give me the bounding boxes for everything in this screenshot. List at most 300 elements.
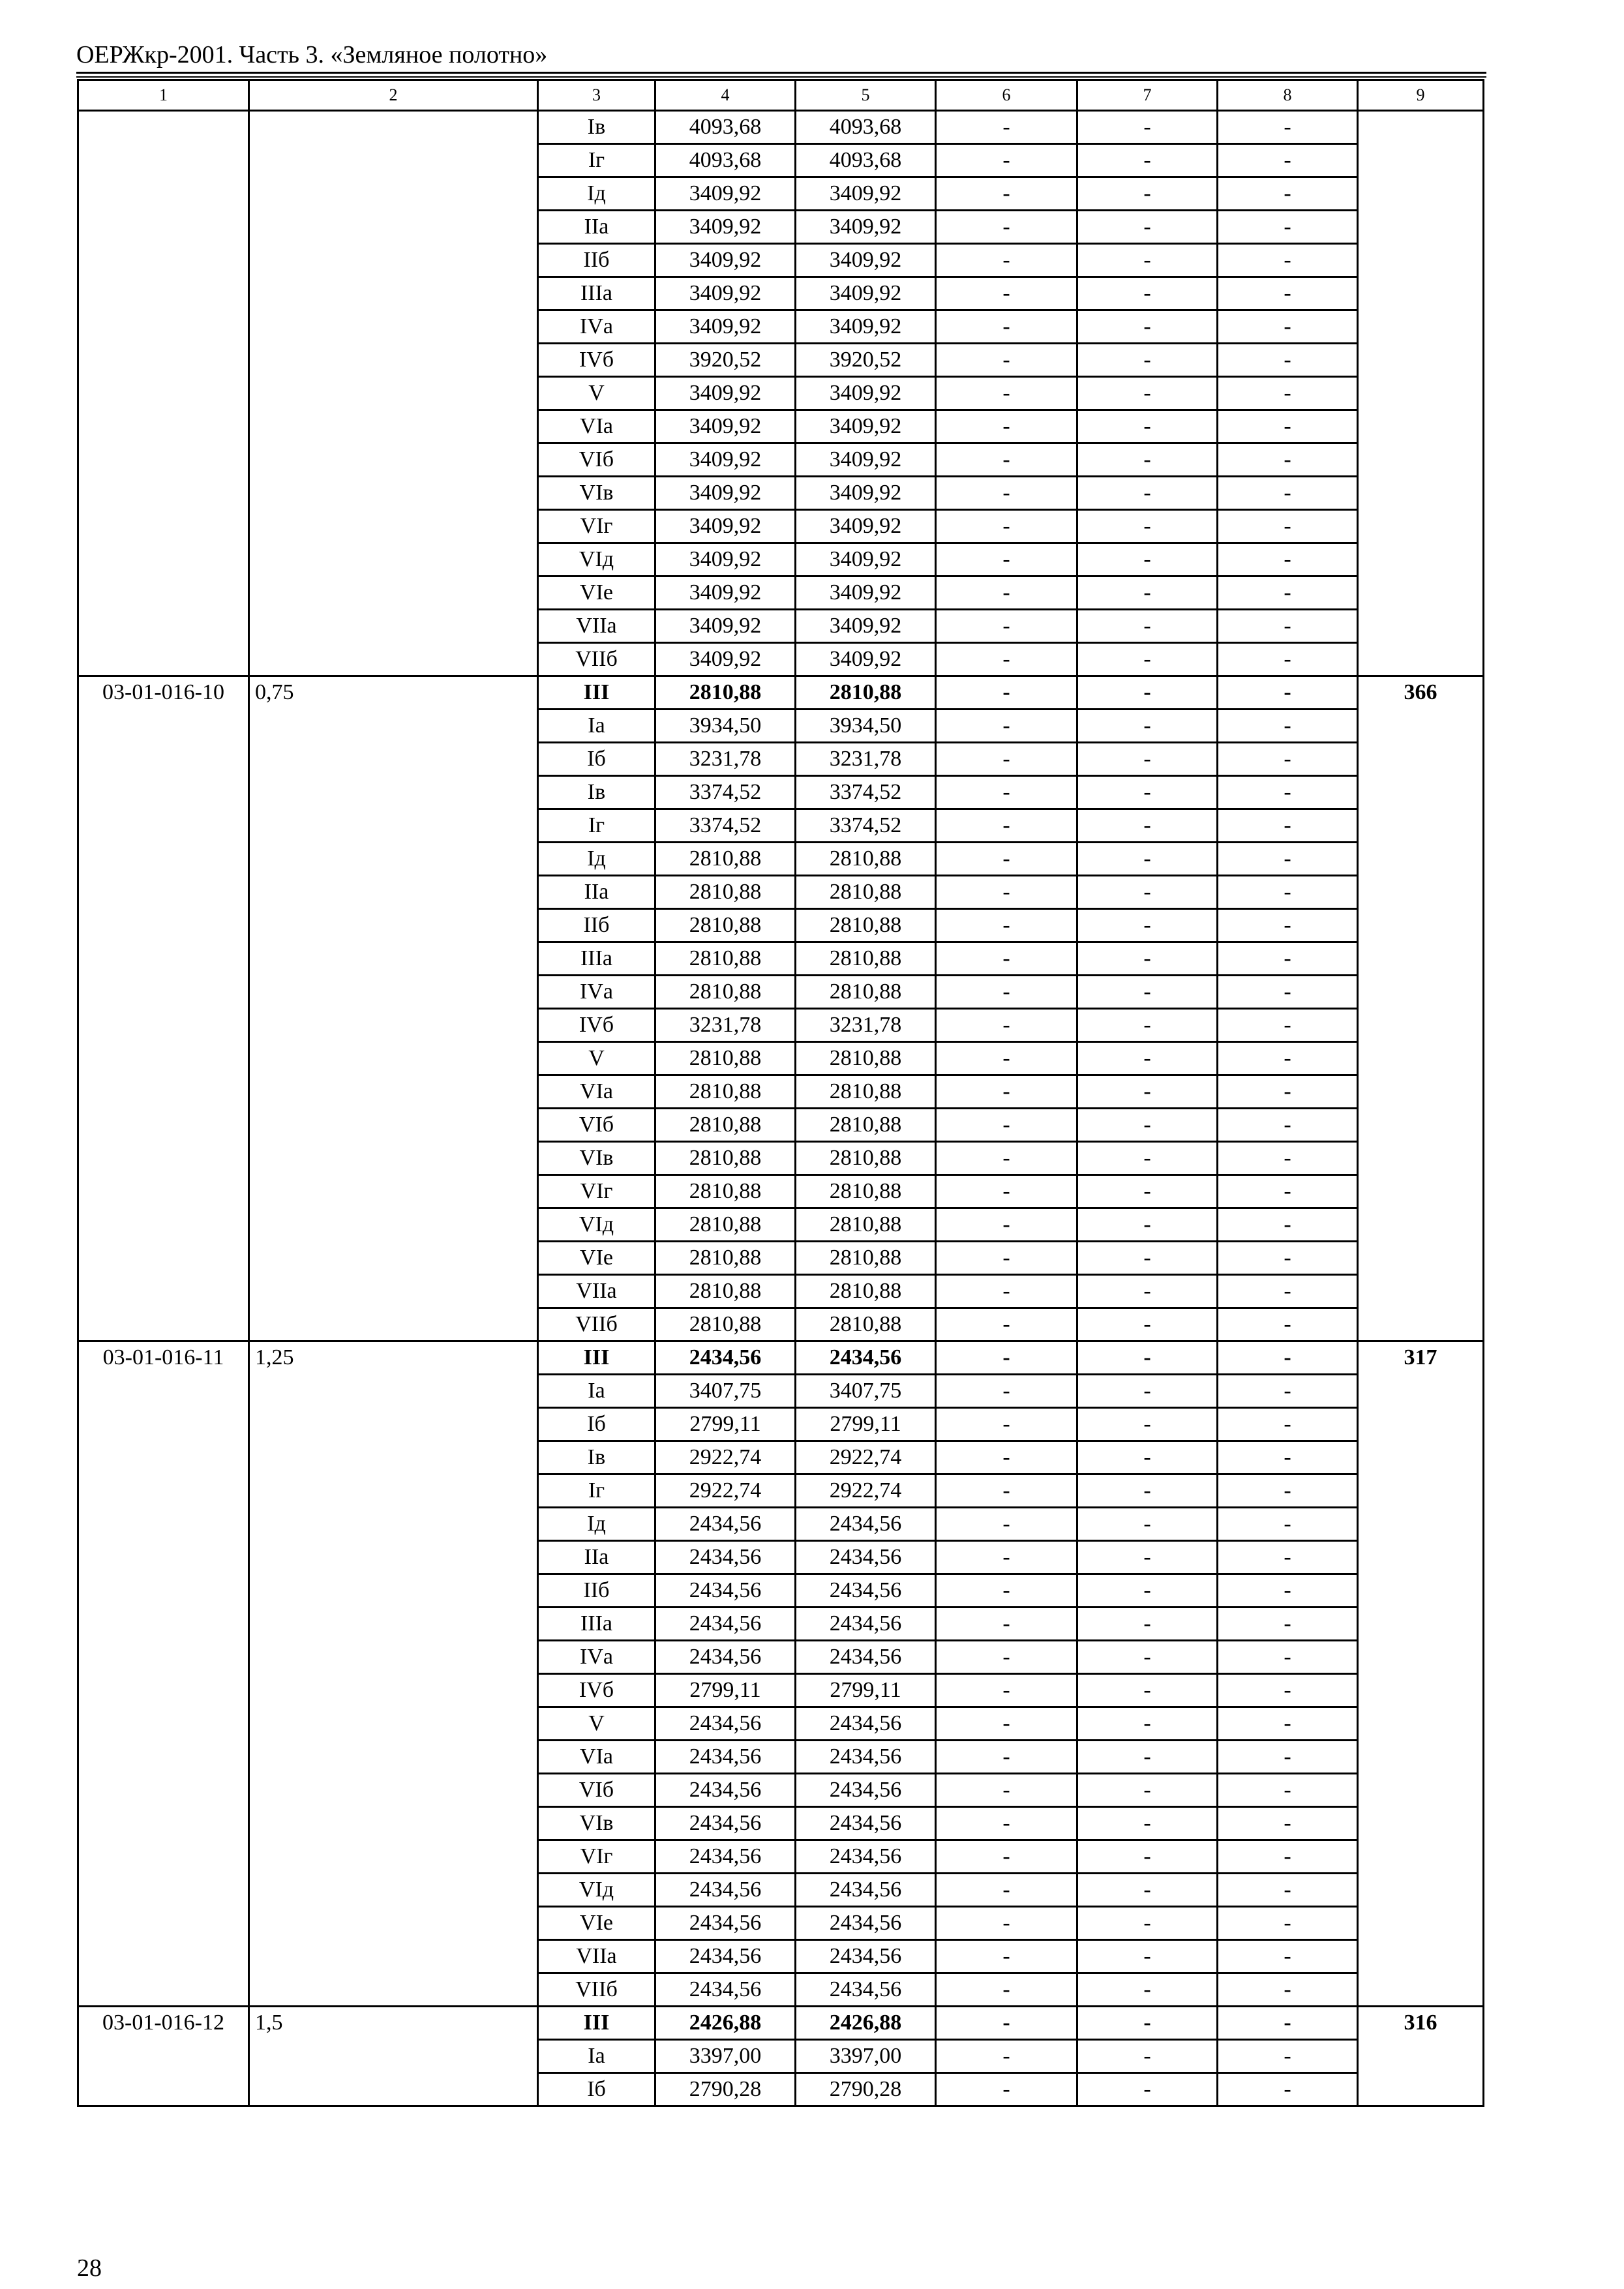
column-number: 7: [1077, 80, 1218, 111]
value-col6-cell: -: [936, 1208, 1077, 1242]
value-col8-cell: -: [1218, 111, 1358, 144]
rate-code-cell: 03-01-016-11: [78, 1341, 249, 2007]
value-col7-cell: -: [1077, 2073, 1218, 2106]
value-col5-cell: 2434,56: [796, 1774, 936, 1807]
soil-group-cell: VIв: [538, 1807, 655, 1840]
value-col6-cell: -: [936, 344, 1077, 377]
table-row: [78, 111, 1484, 144]
value-col5-cell: 2922,74: [796, 1441, 936, 1474]
value-col6-cell: -: [936, 976, 1077, 1009]
value-col4-cell: 2810,88: [655, 1275, 796, 1308]
value-col5-cell: 3231,78: [796, 1009, 936, 1042]
value-col4-cell: 2426,88: [655, 2007, 796, 2040]
value-col5-cell: 2434,56: [796, 1574, 936, 1608]
value-col6-cell: -: [936, 1641, 1077, 1674]
value-col7-cell: -: [1077, 277, 1218, 310]
value-col6-cell: -: [936, 710, 1077, 743]
value-col5-cell: 2434,56: [796, 1907, 936, 1940]
value-col4-cell: 3374,52: [655, 776, 796, 809]
value-col5-cell: 2434,56: [796, 1707, 936, 1741]
document-header-title: ОЕРЖкр-2001. Часть 3. «Земляное полотно»: [76, 41, 548, 68]
soil-group-cell: Iг: [538, 144, 655, 177]
value-col6-cell: -: [936, 610, 1077, 643]
value-col8-cell: -: [1218, 743, 1358, 776]
value-col4-cell: 2810,88: [655, 1208, 796, 1242]
value-col7-cell: -: [1077, 1541, 1218, 1574]
value-col7-cell: -: [1077, 1574, 1218, 1608]
value-col5-cell: 3407,75: [796, 1375, 936, 1408]
price-table: [77, 79, 1484, 2107]
value-col8-cell: -: [1218, 1208, 1358, 1242]
value-col6-cell: -: [936, 1441, 1077, 1474]
soil-group-cell: Iа: [538, 710, 655, 743]
value-col8-cell: -: [1218, 144, 1358, 177]
value-col7-cell: -: [1077, 211, 1218, 244]
column-number: 1: [78, 80, 249, 111]
value-col6-cell: -: [936, 377, 1077, 410]
value-col8-cell: -: [1218, 1608, 1358, 1641]
value-col7-cell: -: [1077, 144, 1218, 177]
header-divider-line-secondary: [76, 76, 1486, 78]
value-col5-cell: 3397,00: [796, 2040, 936, 2073]
value-col7-cell: -: [1077, 310, 1218, 344]
value-col4-cell: 2434,56: [655, 1608, 796, 1641]
value-col8-cell: -: [1218, 976, 1358, 1009]
value-col5-cell: 2810,88: [796, 1275, 936, 1308]
value-col8-cell: -: [1218, 277, 1358, 310]
value-col5-cell: 2810,88: [796, 1242, 936, 1275]
soil-group-cell: Iд: [538, 843, 655, 876]
value-col5-cell: 2799,11: [796, 1674, 936, 1707]
parameter-cell: [249, 111, 538, 676]
soil-group-cell: IIIа: [538, 1608, 655, 1641]
value-col8-cell: -: [1218, 1541, 1358, 1574]
value-col4-cell: 3409,92: [655, 543, 796, 576]
value-col8-cell: -: [1218, 1341, 1358, 1375]
value-col5-cell: 2434,56: [796, 1608, 936, 1641]
value-col6-cell: -: [936, 543, 1077, 576]
value-col8-cell: -: [1218, 1275, 1358, 1308]
value-col8-cell: -: [1218, 344, 1358, 377]
value-col6-cell: -: [936, 1674, 1077, 1707]
value-col6-cell: -: [936, 909, 1077, 942]
value-col6-cell: -: [936, 1075, 1077, 1109]
value-col8-cell: -: [1218, 576, 1358, 610]
header-divider-line: [76, 72, 1486, 74]
value-col8-cell: -: [1218, 1940, 1358, 1973]
table-row: [78, 676, 1484, 710]
value-col6-cell: -: [936, 1474, 1077, 1508]
value-col4-cell: 2810,88: [655, 676, 796, 710]
value-col8-cell: -: [1218, 1242, 1358, 1275]
parameter-cell: 1,25: [249, 1341, 538, 2007]
column-9-cell: 317: [1358, 1341, 1484, 2007]
table-row: [78, 2007, 1484, 2040]
value-col7-cell: -: [1077, 610, 1218, 643]
parameter-cell: 1,5: [249, 2007, 538, 2106]
soil-group-cell: VIе: [538, 576, 655, 610]
soil-group-cell: V: [538, 1042, 655, 1075]
value-col5-cell: 3409,92: [796, 543, 936, 576]
value-col8-cell: -: [1218, 1674, 1358, 1707]
value-col7-cell: -: [1077, 1641, 1218, 1674]
soil-group-cell: Iг: [538, 1474, 655, 1508]
soil-group-cell: IVа: [538, 976, 655, 1009]
value-col4-cell: 3409,92: [655, 477, 796, 510]
value-col7-cell: -: [1077, 876, 1218, 909]
value-col6-cell: -: [936, 809, 1077, 843]
value-col5-cell: 3374,52: [796, 776, 936, 809]
soil-group-cell: VIа: [538, 1741, 655, 1774]
value-col4-cell: 2810,88: [655, 1142, 796, 1175]
value-col6-cell: -: [936, 776, 1077, 809]
value-col4-cell: 3409,92: [655, 244, 796, 277]
value-col6-cell: -: [936, 1408, 1077, 1441]
value-col4-cell: 2810,88: [655, 942, 796, 976]
value-col5-cell: 3409,92: [796, 610, 936, 643]
soil-group-cell: Iв: [538, 776, 655, 809]
value-col7-cell: -: [1077, 1940, 1218, 1973]
value-col4-cell: 2790,28: [655, 2073, 796, 2106]
value-col6-cell: -: [936, 1341, 1077, 1375]
value-col8-cell: -: [1218, 1707, 1358, 1741]
value-col6-cell: -: [936, 2007, 1077, 2040]
value-col7-cell: -: [1077, 477, 1218, 510]
value-col5-cell: 3409,92: [796, 310, 936, 344]
value-col8-cell: -: [1218, 1807, 1358, 1840]
soil-group-cell: VIIб: [538, 643, 655, 676]
value-col6-cell: -: [936, 177, 1077, 211]
soil-group-cell: III: [538, 1341, 655, 1375]
soil-group-cell: VIб: [538, 1109, 655, 1142]
value-col6-cell: -: [936, 1907, 1077, 1940]
value-col4-cell: 2799,11: [655, 1674, 796, 1707]
value-col6-cell: -: [936, 1840, 1077, 1874]
value-col8-cell: -: [1218, 443, 1358, 477]
value-col6-cell: -: [936, 1541, 1077, 1574]
rate-code-cell: 03-01-016-10: [78, 676, 249, 1341]
soil-group-cell: IVб: [538, 1674, 655, 1707]
value-col7-cell: -: [1077, 543, 1218, 576]
value-col7-cell: -: [1077, 1042, 1218, 1075]
soil-group-cell: Iб: [538, 743, 655, 776]
value-col4-cell: 2922,74: [655, 1441, 796, 1474]
soil-group-cell: IIIа: [538, 277, 655, 310]
value-col4-cell: 2810,88: [655, 1308, 796, 1341]
soil-group-cell: Iд: [538, 177, 655, 211]
value-col8-cell: -: [1218, 310, 1358, 344]
value-col4-cell: 2810,88: [655, 1042, 796, 1075]
value-col6-cell: -: [936, 144, 1077, 177]
value-col8-cell: -: [1218, 676, 1358, 710]
value-col4-cell: 2810,88: [655, 876, 796, 909]
value-col7-cell: -: [1077, 710, 1218, 743]
column-number: 2: [249, 80, 538, 111]
value-col8-cell: -: [1218, 610, 1358, 643]
value-col7-cell: -: [1077, 377, 1218, 410]
value-col6-cell: -: [936, 1774, 1077, 1807]
value-col8-cell: -: [1218, 177, 1358, 211]
value-col5-cell: 2426,88: [796, 2007, 936, 2040]
value-col8-cell: -: [1218, 543, 1358, 576]
value-col7-cell: -: [1077, 1907, 1218, 1940]
value-col7-cell: -: [1077, 1075, 1218, 1109]
value-col7-cell: -: [1077, 244, 1218, 277]
value-col6-cell: -: [936, 410, 1077, 443]
value-col6-cell: -: [936, 111, 1077, 144]
soil-group-cell: IVб: [538, 1009, 655, 1042]
value-col4-cell: 3409,92: [655, 410, 796, 443]
soil-group-cell: V: [538, 1707, 655, 1741]
column-number-row: [78, 80, 1484, 111]
value-col5-cell: 3409,92: [796, 477, 936, 510]
column-number: 3: [538, 80, 655, 111]
value-col5-cell: 2810,88: [796, 843, 936, 876]
value-col6-cell: -: [936, 1807, 1077, 1840]
value-col4-cell: 2810,88: [655, 1075, 796, 1109]
value-col5-cell: 2434,56: [796, 1741, 936, 1774]
value-col4-cell: 3934,50: [655, 710, 796, 743]
value-col6-cell: -: [936, 510, 1077, 543]
value-col5-cell: 3409,92: [796, 643, 936, 676]
value-col8-cell: -: [1218, 510, 1358, 543]
value-col7-cell: -: [1077, 111, 1218, 144]
price-table-body: [78, 80, 1484, 2106]
value-col5-cell: 2810,88: [796, 942, 936, 976]
soil-group-cell: VIв: [538, 1142, 655, 1175]
value-col5-cell: 2799,11: [796, 1408, 936, 1441]
value-col6-cell: -: [936, 1874, 1077, 1907]
value-col5-cell: 2434,56: [796, 1840, 936, 1874]
value-col7-cell: -: [1077, 1741, 1218, 1774]
soil-group-cell: Iа: [538, 2040, 655, 2073]
value-col5-cell: 2434,56: [796, 1541, 936, 1574]
value-col7-cell: -: [1077, 843, 1218, 876]
value-col5-cell: 3409,92: [796, 211, 936, 244]
value-col7-cell: -: [1077, 1608, 1218, 1641]
value-col8-cell: -: [1218, 211, 1358, 244]
value-col7-cell: -: [1077, 1474, 1218, 1508]
value-col4-cell: 2434,56: [655, 1707, 796, 1741]
soil-group-cell: VIе: [538, 1907, 655, 1940]
column-9-cell: [1358, 111, 1484, 676]
value-col7-cell: -: [1077, 1674, 1218, 1707]
value-col7-cell: -: [1077, 643, 1218, 676]
value-col8-cell: -: [1218, 643, 1358, 676]
value-col5-cell: 4093,68: [796, 111, 936, 144]
value-col8-cell: -: [1218, 1075, 1358, 1109]
value-col5-cell: 2810,88: [796, 1175, 936, 1208]
value-col6-cell: -: [936, 1741, 1077, 1774]
value-col4-cell: 3231,78: [655, 743, 796, 776]
value-col6-cell: -: [936, 477, 1077, 510]
value-col6-cell: -: [936, 211, 1077, 244]
value-col4-cell: 2434,56: [655, 1973, 796, 2007]
column-9-cell: 366: [1358, 676, 1484, 1341]
value-col4-cell: 2434,56: [655, 1508, 796, 1541]
column-number: 5: [796, 80, 936, 111]
soil-group-cell: IVа: [538, 310, 655, 344]
page-number: 28: [77, 2254, 102, 2282]
table-row: [78, 1341, 1484, 1375]
value-col5-cell: 3409,92: [796, 443, 936, 477]
value-col4-cell: 2434,56: [655, 1774, 796, 1807]
value-col7-cell: -: [1077, 1441, 1218, 1474]
value-col5-cell: 2434,56: [796, 1508, 936, 1541]
soil-group-cell: IVа: [538, 1641, 655, 1674]
value-col8-cell: -: [1218, 1142, 1358, 1175]
value-col4-cell: 2810,88: [655, 1175, 796, 1208]
soil-group-cell: III: [538, 2007, 655, 2040]
value-col8-cell: -: [1218, 410, 1358, 443]
value-col4-cell: 3409,92: [655, 443, 796, 477]
value-col5-cell: 2810,88: [796, 676, 936, 710]
soil-group-cell: VIг: [538, 1840, 655, 1874]
value-col4-cell: 2810,88: [655, 843, 796, 876]
value-col6-cell: -: [936, 1275, 1077, 1308]
value-col4-cell: 3409,92: [655, 643, 796, 676]
soil-group-cell: VIг: [538, 510, 655, 543]
value-col6-cell: -: [936, 1009, 1077, 1042]
value-col7-cell: -: [1077, 1707, 1218, 1741]
value-col8-cell: -: [1218, 1109, 1358, 1142]
value-col7-cell: -: [1077, 1308, 1218, 1341]
value-col7-cell: -: [1077, 1807, 1218, 1840]
value-col5-cell: 2810,88: [796, 909, 936, 942]
soil-group-cell: Iг: [538, 809, 655, 843]
value-col5-cell: 3409,92: [796, 410, 936, 443]
value-col7-cell: -: [1077, 1242, 1218, 1275]
value-col6-cell: -: [936, 643, 1077, 676]
value-col4-cell: 3231,78: [655, 1009, 796, 1042]
soil-group-cell: VIа: [538, 410, 655, 443]
value-col4-cell: 2922,74: [655, 1474, 796, 1508]
value-col7-cell: -: [1077, 1175, 1218, 1208]
value-col7-cell: -: [1077, 1009, 1218, 1042]
value-col6-cell: -: [936, 310, 1077, 344]
value-col7-cell: -: [1077, 344, 1218, 377]
soil-group-cell: VIIб: [538, 1308, 655, 1341]
value-col8-cell: -: [1218, 1907, 1358, 1940]
soil-group-cell: VIа: [538, 1075, 655, 1109]
value-col7-cell: -: [1077, 809, 1218, 843]
value-col6-cell: -: [936, 1375, 1077, 1408]
soil-group-cell: VIе: [538, 1242, 655, 1275]
value-col8-cell: -: [1218, 1474, 1358, 1508]
value-col6-cell: -: [936, 576, 1077, 610]
value-col7-cell: -: [1077, 2007, 1218, 2040]
value-col7-cell: -: [1077, 576, 1218, 610]
value-col4-cell: 3407,75: [655, 1375, 796, 1408]
soil-group-cell: Iв: [538, 111, 655, 144]
value-col8-cell: -: [1218, 1375, 1358, 1408]
value-col7-cell: -: [1077, 1408, 1218, 1441]
value-col4-cell: 3409,92: [655, 510, 796, 543]
value-col4-cell: 2810,88: [655, 1242, 796, 1275]
value-col4-cell: 2799,11: [655, 1408, 796, 1441]
value-col4-cell: 3409,92: [655, 377, 796, 410]
soil-group-cell: IIа: [538, 211, 655, 244]
rate-code-cell: [78, 111, 249, 676]
soil-group-cell: IIб: [538, 244, 655, 277]
value-col7-cell: -: [1077, 676, 1218, 710]
value-col8-cell: -: [1218, 1408, 1358, 1441]
value-col4-cell: 3409,92: [655, 211, 796, 244]
value-col8-cell: -: [1218, 1308, 1358, 1341]
value-col6-cell: -: [936, 743, 1077, 776]
value-col8-cell: -: [1218, 2073, 1358, 2106]
value-col5-cell: 3920,52: [796, 344, 936, 377]
value-col5-cell: 2810,88: [796, 976, 936, 1009]
soil-group-cell: Iд: [538, 1508, 655, 1541]
value-col5-cell: 4093,68: [796, 144, 936, 177]
value-col7-cell: -: [1077, 177, 1218, 211]
soil-group-cell: Iа: [538, 1375, 655, 1408]
value-col8-cell: -: [1218, 942, 1358, 976]
value-col8-cell: -: [1218, 2040, 1358, 2073]
value-col7-cell: -: [1077, 2040, 1218, 2073]
value-col7-cell: -: [1077, 1375, 1218, 1408]
value-col5-cell: 2810,88: [796, 876, 936, 909]
value-col5-cell: 2434,56: [796, 1341, 936, 1375]
value-col7-cell: -: [1077, 776, 1218, 809]
value-col5-cell: 3934,50: [796, 710, 936, 743]
value-col4-cell: 3920,52: [655, 344, 796, 377]
value-col7-cell: -: [1077, 1874, 1218, 1907]
value-col8-cell: -: [1218, 2007, 1358, 2040]
soil-group-cell: IIа: [538, 1541, 655, 1574]
value-col4-cell: 3409,92: [655, 277, 796, 310]
value-col5-cell: 3409,92: [796, 177, 936, 211]
value-col4-cell: 2434,56: [655, 1907, 796, 1940]
soil-group-cell: VIд: [538, 1208, 655, 1242]
value-col5-cell: 3409,92: [796, 244, 936, 277]
value-col6-cell: -: [936, 1308, 1077, 1341]
column-number: 8: [1218, 80, 1358, 111]
value-col4-cell: 4093,68: [655, 144, 796, 177]
value-col6-cell: -: [936, 277, 1077, 310]
value-col6-cell: -: [936, 1973, 1077, 2007]
value-col7-cell: -: [1077, 1774, 1218, 1807]
value-col6-cell: -: [936, 1175, 1077, 1208]
value-col7-cell: -: [1077, 1275, 1218, 1308]
value-col8-cell: -: [1218, 244, 1358, 277]
value-col7-cell: -: [1077, 1208, 1218, 1242]
value-col8-cell: -: [1218, 1840, 1358, 1874]
value-col6-cell: -: [936, 843, 1077, 876]
value-col8-cell: -: [1218, 1774, 1358, 1807]
rate-code-cell: 03-01-016-12: [78, 2007, 249, 2106]
value-col6-cell: -: [936, 942, 1077, 976]
value-col4-cell: 4093,68: [655, 111, 796, 144]
value-col4-cell: 2434,56: [655, 1741, 796, 1774]
soil-group-cell: VIIа: [538, 610, 655, 643]
value-col5-cell: 2810,88: [796, 1208, 936, 1242]
soil-group-cell: VIIа: [538, 1940, 655, 1973]
soil-group-cell: VIд: [538, 1874, 655, 1907]
value-col5-cell: 2790,28: [796, 2073, 936, 2106]
value-col4-cell: 2434,56: [655, 1341, 796, 1375]
column-number: 9: [1358, 80, 1484, 111]
value-col5-cell: 3374,52: [796, 809, 936, 843]
value-col5-cell: 3409,92: [796, 576, 936, 610]
value-col7-cell: -: [1077, 976, 1218, 1009]
value-col4-cell: 3409,92: [655, 610, 796, 643]
value-col8-cell: -: [1218, 809, 1358, 843]
value-col6-cell: -: [936, 244, 1077, 277]
value-col5-cell: 2922,74: [796, 1474, 936, 1508]
value-col7-cell: -: [1077, 1341, 1218, 1375]
